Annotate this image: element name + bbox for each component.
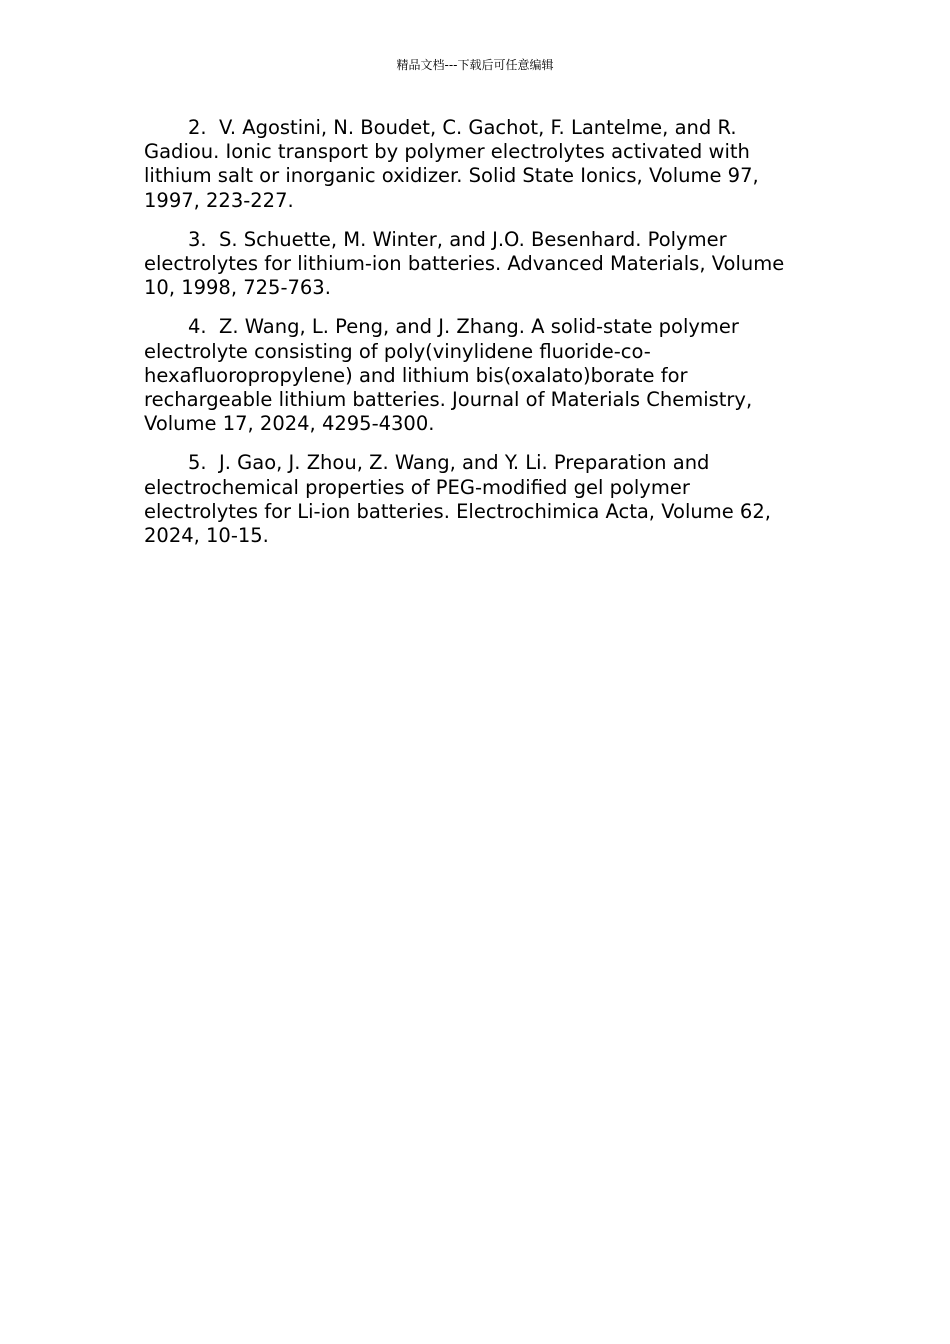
reference-number: 3.	[188, 227, 207, 251]
reference-text: J. Gao, J. Zhou, Z. Wang, and Y. Li. Preparation and electrochemical properties of PEG-modified gel polymer electrolytes for Li-ion batteries. Electrochimica Acta, Volume 62, 2024, 10-15.	[144, 451, 771, 548]
reference-number: 2.	[188, 116, 207, 139]
reference-text: V. Agostini, N. Boudet, C. Gachot, F. Lantelme, and R. Gadiou. Ionic transport by polymer electrolytes activated with lithium salt or inorganic oxidizer. Solid State Ionics, Volume 97, 1997, 223-227.	[144, 116, 759, 212]
reference-list	[144, 116, 810, 563]
reference-item	[144, 228, 810, 301]
reference-text: S. Schuette, M. Winter, and J.O. Besenhard. Polymer electrolytes for lithium-ion batteries. Advanced Materials, Volume 10, 1998, 725-763.	[144, 227, 785, 300]
reference-text: Z. Wang, L. Peng, and J. Zhang. A solid-state polymer electrolyte consisting of poly(vinylidene fluoride-co-hexafluoropropylene) and lithium bis(oxalato)borate for rechargeable lithium batteries. Journal of Materials Chemistry, Volume 17, 2024, 4295-4300.	[144, 315, 753, 436]
page-header: 精品文档---下载后可任意编辑	[396, 58, 554, 72]
reference-number: 5.	[188, 451, 207, 475]
reference-item	[144, 451, 810, 548]
reference-item	[144, 116, 810, 213]
reference-item	[144, 315, 810, 436]
reference-number: 4.	[188, 315, 207, 339]
